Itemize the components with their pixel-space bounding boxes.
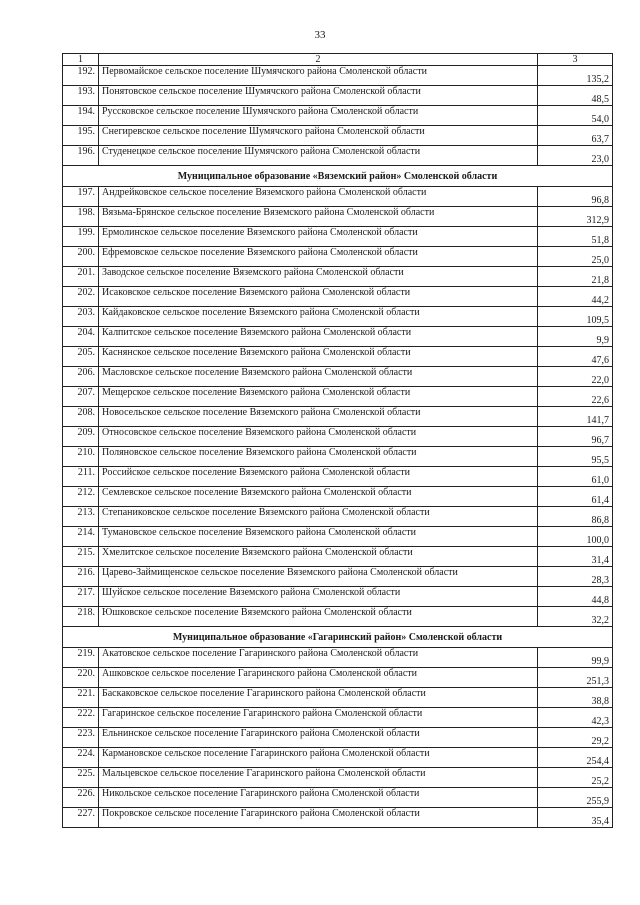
- table-row: [63, 567, 613, 587]
- table-row: [63, 126, 613, 146]
- row-number: 200.: [63, 247, 99, 267]
- table-row: [63, 267, 613, 287]
- row-value: 31,4: [538, 547, 613, 567]
- row-value: 100,0: [538, 527, 613, 547]
- settlement-name: Царево-Займищенское сельское поселение Вяземского района Смоленской области: [99, 567, 538, 587]
- settlement-name: Ельнинское сельское поселение Гагаринского района Смоленской области: [99, 728, 538, 748]
- row-value: 47,6: [538, 347, 613, 367]
- settlement-name: Степаниковское сельское поселение Вяземского района Смоленской области: [99, 507, 538, 527]
- settlement-name: Поляновское сельское поселение Вяземского района Смоленской области: [99, 447, 538, 467]
- row-number: 201.: [63, 267, 99, 287]
- settlement-name: Ефремовское сельское поселение Вяземского района Смоленской области: [99, 247, 538, 267]
- row-value: 251,3: [538, 668, 613, 688]
- settlement-name: Российское сельское поселение Вяземского района Смоленской области: [99, 467, 538, 487]
- table-row: [63, 327, 613, 347]
- settlement-name: Покровское сельское поселение Гагаринского района Смоленской области: [99, 808, 538, 828]
- table-row: [63, 668, 613, 688]
- table-row: [63, 287, 613, 307]
- settlement-name: Заводское сельское поселение Вяземского района Смоленской области: [99, 267, 538, 287]
- row-value: 96,7: [538, 427, 613, 447]
- row-number: 213.: [63, 507, 99, 527]
- row-value: 42,3: [538, 708, 613, 728]
- table-row: [63, 788, 613, 808]
- settlement-name: Баскаковское сельское поселение Гагаринского района Смоленской области: [99, 688, 538, 708]
- section-title: Муниципальное образование «Гагаринский район» Смоленской области: [63, 627, 613, 648]
- settlement-name: Снегиревское сельское поселение Шумячского района Смоленской области: [99, 126, 538, 146]
- settlement-name: Каснянское сельское поселение Вяземского района Смоленской области: [99, 347, 538, 367]
- row-number: 212.: [63, 487, 99, 507]
- section-header-row: [63, 627, 613, 648]
- row-value: 54,0: [538, 106, 613, 126]
- table-row: [63, 66, 613, 86]
- settlement-name: Тумановское сельское поселение Вяземского района Смоленской области: [99, 527, 538, 547]
- row-value: 255,9: [538, 788, 613, 808]
- row-number: 204.: [63, 327, 99, 347]
- row-number: 210.: [63, 447, 99, 467]
- row-number: 199.: [63, 227, 99, 247]
- settlement-name: Первомайское сельское поселение Шумячского района Смоленской области: [99, 66, 538, 86]
- table-row: [63, 487, 613, 507]
- table-row: [63, 607, 613, 627]
- row-number: 224.: [63, 748, 99, 768]
- row-value: 61,4: [538, 487, 613, 507]
- table-row: [63, 648, 613, 668]
- settlement-name: Масловское сельское поселение Вяземского района Смоленской области: [99, 367, 538, 387]
- table-row: [63, 86, 613, 106]
- row-value: 61,0: [538, 467, 613, 487]
- row-number: 209.: [63, 427, 99, 447]
- settlement-name: Ермолинское сельское поселение Вяземского района Смоленской области: [99, 227, 538, 247]
- column-header-3: 3: [538, 54, 613, 66]
- row-number: 203.: [63, 307, 99, 327]
- settlement-name: Новосельское сельское поселение Вяземского района Смоленской области: [99, 407, 538, 427]
- row-value: 35,4: [538, 808, 613, 828]
- settlement-name: Руссковское сельское поселение Шумячского района Смоленской области: [99, 106, 538, 126]
- settlement-name: Гагаринское сельское поселение Гагаринского района Смоленской области: [99, 708, 538, 728]
- row-number: 217.: [63, 587, 99, 607]
- row-number: 196.: [63, 146, 99, 166]
- row-number: 221.: [63, 688, 99, 708]
- row-value: 29,2: [538, 728, 613, 748]
- table-row: [63, 227, 613, 247]
- settlement-name: Юшковское сельское поселение Вяземского района Смоленской области: [99, 607, 538, 627]
- row-number: 218.: [63, 607, 99, 627]
- settlement-name: Никольское сельское поселение Гагаринского района Смоленской области: [99, 788, 538, 808]
- settlement-name: Вязьма-Брянское сельское поселение Вяземского района Смоленской области: [99, 207, 538, 227]
- page-number: 33: [314, 29, 326, 41]
- settlement-name: Андрейковское сельское поселение Вяземского района Смоленской области: [99, 187, 538, 207]
- table-row: [63, 708, 613, 728]
- row-number: 202.: [63, 287, 99, 307]
- table-row: [63, 447, 613, 467]
- table-row: [63, 688, 613, 708]
- row-value: 63,7: [538, 126, 613, 146]
- row-number: 219.: [63, 648, 99, 668]
- row-number: 226.: [63, 788, 99, 808]
- table-row: [63, 407, 613, 427]
- table-row: [63, 768, 613, 788]
- row-value: 135,2: [538, 66, 613, 86]
- settlements-table: [62, 53, 613, 828]
- row-value: 86,8: [538, 507, 613, 527]
- table-row: [63, 146, 613, 166]
- table-row: [63, 527, 613, 547]
- row-value: 95,5: [538, 447, 613, 467]
- settlement-name: Исаковское сельское поселение Вяземского района Смоленской области: [99, 287, 538, 307]
- row-value: 99,9: [538, 648, 613, 668]
- row-number: 208.: [63, 407, 99, 427]
- table-row: [63, 367, 613, 387]
- settlement-name: Семлевское сельское поселение Вяземского района Смоленской области: [99, 487, 538, 507]
- row-number: 207.: [63, 387, 99, 407]
- settlement-name: Кармановское сельское поселение Гагаринского района Смоленской области: [99, 748, 538, 768]
- row-value: 22,0: [538, 367, 613, 387]
- settlement-name: Хмелитское сельское поселение Вяземского района Смоленской области: [99, 547, 538, 567]
- table-header-row: [63, 54, 613, 66]
- row-value: 312,9: [538, 207, 613, 227]
- row-value: 38,8: [538, 688, 613, 708]
- table-row: [63, 387, 613, 407]
- row-value: 32,2: [538, 607, 613, 627]
- row-number: 194.: [63, 106, 99, 126]
- row-number: 214.: [63, 527, 99, 547]
- settlement-name: Кайдаковское сельское поселение Вяземского района Смоленской области: [99, 307, 538, 327]
- row-number: 216.: [63, 567, 99, 587]
- section-header-row: [63, 166, 613, 187]
- table-row: [63, 347, 613, 367]
- section-title: Муниципальное образование «Вяземский район» Смоленской области: [63, 166, 613, 187]
- table-row: [63, 547, 613, 567]
- row-number: 192.: [63, 66, 99, 86]
- settlement-name: Относовское сельское поселение Вяземского района Смоленской области: [99, 427, 538, 447]
- row-number: 222.: [63, 708, 99, 728]
- row-value: 21,8: [538, 267, 613, 287]
- row-value: 9,9: [538, 327, 613, 347]
- row-number: 198.: [63, 207, 99, 227]
- row-number: 220.: [63, 668, 99, 688]
- table-body: [63, 54, 613, 828]
- row-value: 25,0: [538, 247, 613, 267]
- table-row: [63, 748, 613, 768]
- row-value: 48,5: [538, 86, 613, 106]
- row-number: 227.: [63, 808, 99, 828]
- row-value: 96,8: [538, 187, 613, 207]
- row-number: 225.: [63, 768, 99, 788]
- settlement-name: Калпитское сельское поселение Вяземского района Смоленской области: [99, 327, 538, 347]
- column-header-1: 1: [63, 54, 99, 66]
- row-value: 23,0: [538, 146, 613, 166]
- row-number: 195.: [63, 126, 99, 146]
- settlement-name: Мальцевское сельское поселение Гагаринского района Смоленской области: [99, 768, 538, 788]
- row-number: 193.: [63, 86, 99, 106]
- row-number: 206.: [63, 367, 99, 387]
- table-row: [63, 587, 613, 607]
- row-value: 25,2: [538, 768, 613, 788]
- table-row: [63, 187, 613, 207]
- table-row: [63, 247, 613, 267]
- table-row: [63, 728, 613, 748]
- settlement-name: Шуйское сельское поселение Вяземского района Смоленской области: [99, 587, 538, 607]
- table-row: [63, 427, 613, 447]
- row-number: 211.: [63, 467, 99, 487]
- table-row: [63, 467, 613, 487]
- row-number: 197.: [63, 187, 99, 207]
- row-value: 22,6: [538, 387, 613, 407]
- settlement-name: Понятовское сельское поселение Шумячского района Смоленской области: [99, 86, 538, 106]
- row-value: 51,8: [538, 227, 613, 247]
- row-number: 223.: [63, 728, 99, 748]
- settlement-name: Акатовское сельское поселение Гагаринского района Смоленской области: [99, 648, 538, 668]
- row-number: 205.: [63, 347, 99, 367]
- settlement-name: Студенецкое сельское поселение Шумячского района Смоленской области: [99, 146, 538, 166]
- table-row: [63, 808, 613, 828]
- settlement-name: Ашковское сельское поселение Гагаринского района Смоленской области: [99, 668, 538, 688]
- row-value: 254,4: [538, 748, 613, 768]
- table-row: [63, 507, 613, 527]
- settlement-name: Мещерское сельское поселение Вяземского района Смоленской области: [99, 387, 538, 407]
- row-value: 141,7: [538, 407, 613, 427]
- row-number: 215.: [63, 547, 99, 567]
- row-value: 44,2: [538, 287, 613, 307]
- row-value: 44,8: [538, 587, 613, 607]
- table-row: [63, 106, 613, 126]
- table-row: [63, 307, 613, 327]
- row-value: 28,3: [538, 567, 613, 587]
- row-value: 109,5: [538, 307, 613, 327]
- table-row: [63, 207, 613, 227]
- column-header-2: 2: [99, 54, 538, 66]
